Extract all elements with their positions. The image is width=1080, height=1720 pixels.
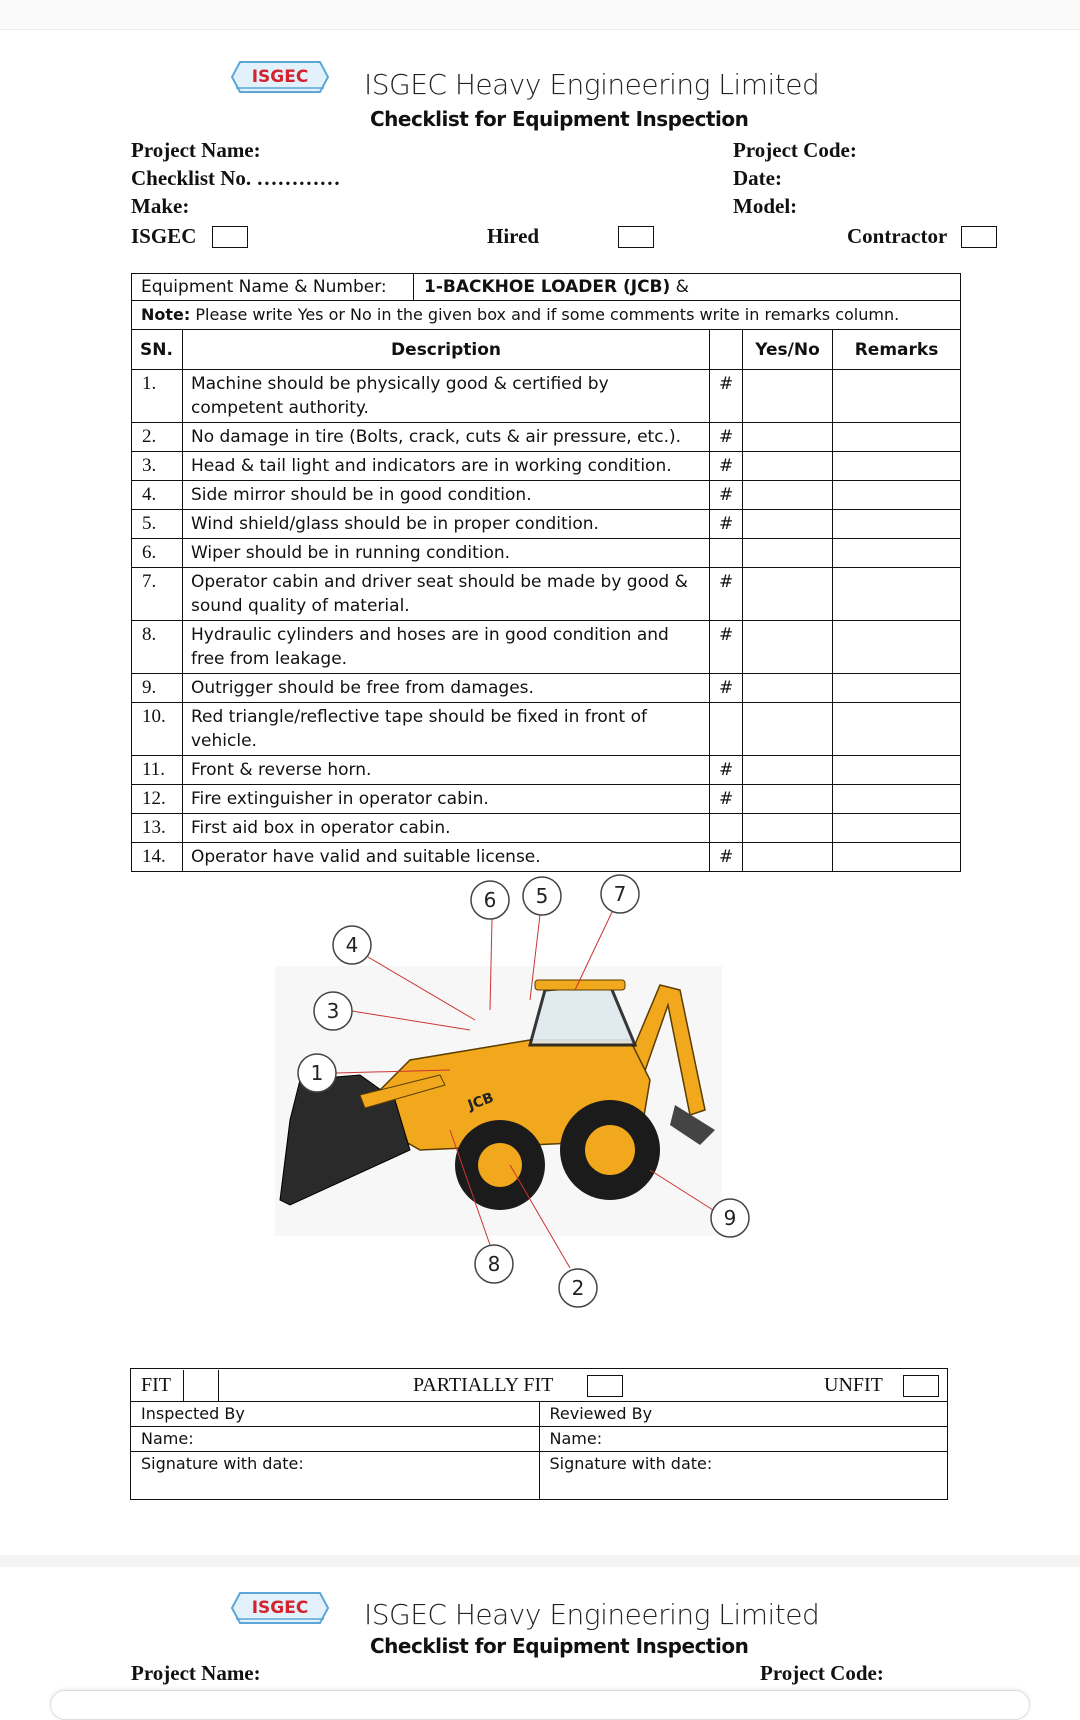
equipment-row [132,274,961,301]
top-bar [0,0,1080,30]
callout-number: 9 [723,1206,737,1230]
table-row [132,481,961,510]
row-sn: 13. [132,814,183,843]
isgec-checkbox[interactable] [212,226,248,248]
jcb-brand-text: JCB [465,1089,496,1114]
table-row [132,674,961,703]
row-description: First aid box in operator cabin. [182,814,709,843]
checklist-no-label: Checklist No. ………… [131,166,341,190]
table-row [132,423,961,452]
row-remarks-field[interactable] [833,539,961,568]
reviewed-by-label: Reviewed By [539,1402,948,1427]
row-yesno-field[interactable] [743,510,833,539]
row-mark: # [710,843,743,872]
row-sn: 9. [132,674,183,703]
row-mark [710,539,743,568]
callout-number: 3 [326,999,340,1023]
row-remarks-field[interactable] [833,843,961,872]
row-remarks-field[interactable] [833,814,961,843]
row-remarks-field[interactable] [833,481,961,510]
table-header-row [132,330,961,370]
callout-number: 4 [345,933,359,957]
company-name: ISGEC Heavy Engineering Limited [364,68,820,101]
table-row [132,756,961,785]
sn-header: SN. [132,330,183,370]
callout-number: 2 [571,1276,585,1300]
description-header: Description [182,330,709,370]
project-name-label-page2: Project Name: [131,1661,261,1685]
row-yesno-field[interactable] [743,756,833,785]
callout-2 [559,1269,597,1307]
row-sn: 7. [132,568,183,621]
project-code-label-page2: Project Code: [760,1661,884,1685]
contractor-option-label: Contractor [847,224,948,248]
table-row [132,621,961,674]
row-mark [710,814,743,843]
row-remarks-field[interactable] [833,452,961,481]
hired-checkbox[interactable] [618,226,654,248]
isgec-option-label: ISGEC [131,224,197,248]
partially-fit-checkbox[interactable] [587,1375,623,1397]
callout-number: 7 [613,882,627,906]
callout-6 [471,881,509,919]
row-mark: # [710,370,743,423]
project-code-label: Project Code: [733,138,857,162]
row-mark: # [710,481,743,510]
row-remarks-field[interactable] [833,756,961,785]
result-table [130,1368,948,1500]
row-sn: 5. [132,510,183,539]
reviewer-name-field[interactable]: Name: [539,1427,948,1452]
backhoe-loader-diagram [260,870,780,1310]
row-description: Fire extinguisher in operator cabin. [182,785,709,814]
row-yesno-field[interactable] [743,452,833,481]
row-sn: 14. [132,843,183,872]
row-remarks-field[interactable] [833,370,961,423]
row-remarks-field[interactable] [833,621,961,674]
row-sn: 1. [132,370,183,423]
fit-label: FIT [141,1374,171,1396]
unfit-checkbox[interactable] [903,1375,939,1397]
equipment-label: Equipment Name & Number: [132,274,414,300]
model-label: Model: [733,194,798,218]
row-remarks-field[interactable] [833,510,961,539]
row-sn: 12. [132,785,183,814]
table-row [132,370,961,423]
row-description: Front & reverse horn. [182,756,709,785]
row-description: Red triangle/reflective tape should be fixed in front of vehicle. [182,703,709,756]
row-remarks-field[interactable] [833,568,961,621]
table-row [132,510,961,539]
row-mark: # [710,674,743,703]
row-description: Head & tail light and indicators are in working condition. [182,452,709,481]
row-sn: 3. [132,452,183,481]
callout-8 [475,1245,513,1283]
checklist-table [131,273,961,872]
row-mark: # [710,510,743,539]
row-sn: 10. [132,703,183,756]
row-description: Wind shield/glass should be in proper condition. [182,510,709,539]
svg-text:ISGEC: ISGEC [251,1598,309,1618]
callout-1 [298,1054,336,1092]
callout-9 [711,1199,749,1237]
row-description: Hydraulic cylinders and hoses are in good condition and free from leakage. [182,621,709,674]
callout-number: 6 [483,888,497,912]
row-mark [710,703,743,756]
inspector-name-field[interactable]: Name: [131,1427,540,1452]
inspector-signature-field[interactable]: Signature with date: [131,1452,540,1500]
row-yesno-field[interactable] [743,568,833,621]
isgec-logo-page2 [230,1588,330,1628]
row-mark: # [710,756,743,785]
inspected-by-label: Inspected By [131,1402,540,1427]
row-sn: 11. [132,756,183,785]
row-yesno-field[interactable] [743,674,833,703]
equipment-value: 1-BACKHOE LOADER (JCB) [424,277,671,297]
table-row [132,814,961,843]
fit-checkbox[interactable] [183,1370,219,1401]
row-yesno-field[interactable] [743,423,833,452]
make-label: Make: [131,194,190,218]
row-yesno-field[interactable] [743,814,833,843]
bottom-sheet [50,1690,1030,1720]
callout-number: 1 [310,1061,324,1085]
row-mark: # [710,568,743,621]
note-row [132,301,961,330]
row-sn: 6. [132,539,183,568]
row-description: Outrigger should be free from damages. [182,674,709,703]
row-mark: # [710,621,743,674]
table-row [132,539,961,568]
row-description: Side mirror should be in good condition. [182,481,709,510]
row-yesno-field[interactable] [743,539,833,568]
row-sn: 2. [132,423,183,452]
company-name-page2: ISGEC Heavy Engineering Limited [364,1598,820,1631]
reviewer-signature-field[interactable]: Signature with date: [539,1452,948,1500]
project-name-label: Project Name: [131,138,261,162]
contractor-checkbox[interactable] [961,226,997,248]
row-yesno-field[interactable] [743,481,833,510]
table-row [132,568,961,621]
date-label: Date: [733,166,782,190]
note-label: Note: [141,305,191,324]
callout-number: 5 [535,884,549,908]
callout-7 [601,875,639,913]
row-description: No damage in tire (Bolts, crack, cuts & air pressure, etc.). [182,423,709,452]
table-row [132,843,961,872]
note-text: Please write Yes or No in the given box and if some comments write in remarks column. [190,305,900,324]
equipment-value-suffix: & [670,277,689,297]
remarks-header: Remarks [833,330,961,370]
table-row [132,452,961,481]
row-yesno-field[interactable] [743,785,833,814]
row-description: Operator cabin and driver seat should be made by good & sound quality of material. [182,568,709,621]
partially-fit-label: PARTIALLY FIT [413,1374,554,1396]
row-sn: 4. [132,481,183,510]
hired-option-label: Hired [487,224,540,248]
table-row [132,703,961,756]
unfit-label: UNFIT [824,1374,883,1396]
row-yesno-field[interactable] [743,370,833,423]
row-sn: 8. [132,621,183,674]
row-description: Machine should be physically good & certified by competent authority. [182,370,709,423]
row-mark: # [710,452,743,481]
row-yesno-field[interactable] [743,843,833,872]
callout-4 [333,926,371,964]
row-remarks-field[interactable] [833,674,961,703]
form-subtitle-page2: Checklist for Equipment Inspection [370,1634,749,1658]
row-remarks-field[interactable] [833,423,961,452]
row-remarks-field[interactable] [833,785,961,814]
row-description: Wiper should be in running condition. [182,539,709,568]
callout-number: 8 [487,1252,501,1276]
svg-text:ISGEC: ISGEC [251,67,309,87]
row-description: Operator have valid and suitable license. [182,843,709,872]
callout-3 [314,992,352,1030]
row-yesno-field[interactable] [743,703,833,756]
row-remarks-field[interactable] [833,703,961,756]
page-separator [0,1555,1080,1567]
table-row [132,785,961,814]
callout-5 [523,877,561,915]
row-mark: # [710,785,743,814]
yesno-header: Yes/No [743,330,833,370]
row-mark: # [710,423,743,452]
row-yesno-field[interactable] [743,621,833,674]
form-subtitle: Checklist for Equipment Inspection [370,107,749,131]
mark-header [710,330,743,370]
isgec-logo [230,57,330,97]
